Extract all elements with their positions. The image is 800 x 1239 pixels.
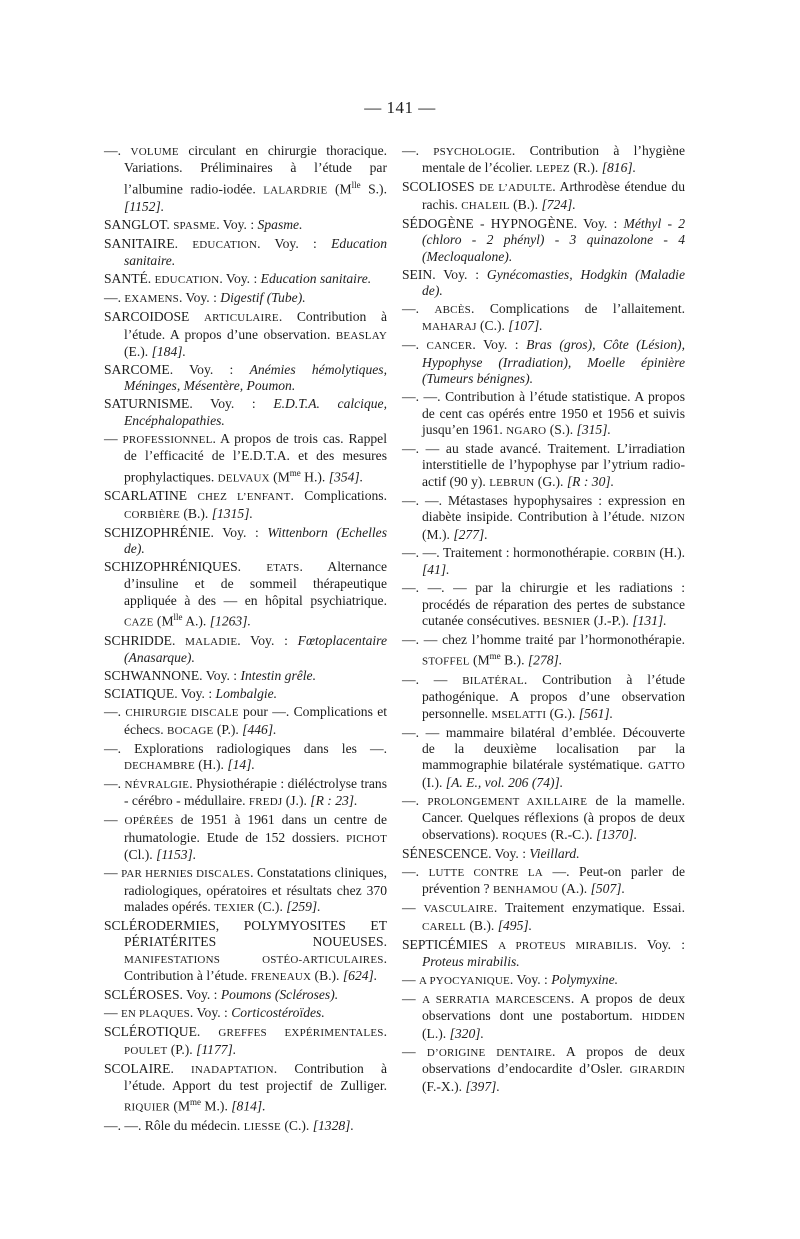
entry-reference: Education sanitaire. <box>260 271 372 287</box>
index-entry <box>104 271 387 288</box>
entry-text: (M.). <box>422 526 454 542</box>
entry-smallcaps-term: DE L’ADULTE <box>479 182 553 195</box>
entry-reference: Corticostéroïdes. <box>231 1005 325 1021</box>
entry-text: . Physiothérapie : diéléctrolyse trans - cérébro - médullaire. <box>124 775 388 809</box>
entry-text: — <box>402 900 424 916</box>
page-number: — 141 — <box>364 98 436 117</box>
entry-smallcaps-term: PROLONGEMENT AXILLAIRE <box>427 795 588 808</box>
entry-text: . Contribution à l’hygiène mentale de l’écolier. <box>422 143 685 176</box>
entry-reference: Lombalgie. <box>215 686 278 702</box>
entry-smallcaps-term: LEPEZ <box>535 163 570 176</box>
entry-text: —. <box>104 704 126 720</box>
entry-text: S.). <box>360 181 387 197</box>
entry-text: —. Explorations radiologiques dans les —. <box>104 740 387 756</box>
entry-smallcaps-term: PSYCHOLOGIE <box>433 146 512 158</box>
entry-text: . Voy. : <box>189 1005 232 1021</box>
entry-text: — <box>402 1043 427 1059</box>
index-entry <box>104 987 387 1003</box>
entry-text: —. Peut-on parler de prévention ? <box>422 863 686 897</box>
entry-text: (R.-C.). <box>547 826 596 842</box>
entry-smallcaps-term: VOLUME <box>130 146 179 158</box>
entry-text: SANTÉ. <box>104 271 155 287</box>
entry-smallcaps-term: POULET <box>124 1044 168 1057</box>
entry-text: A.). <box>182 613 210 629</box>
entry-smallcaps-term: DELVAUX <box>217 472 270 485</box>
entry-text: SCOLAIRE. <box>104 1060 191 1076</box>
entry-reference: Wittenborn (Echelles de). <box>124 524 387 556</box>
entry-text: . Voy. : <box>219 271 261 287</box>
entry-smallcaps-term: NÉVRALGIE <box>124 778 190 791</box>
entry-text: (M <box>327 181 352 197</box>
entry-text: (B.). <box>180 505 212 521</box>
entry-smallcaps-term: PAR HERNIES DISCALES <box>121 868 251 881</box>
entry-text: . <box>383 1024 387 1040</box>
index-entry <box>104 1061 387 1117</box>
entry-reference: Digestif (Tube). <box>220 290 306 306</box>
entry-reference: Fœtoplacentaire (Anasarque). <box>124 632 387 666</box>
entry-text: (J.-P.). <box>590 612 633 628</box>
entry-reference: Polymyxine. <box>551 971 619 987</box>
index-entry <box>104 1118 387 1135</box>
entry-text: . Voy. : <box>257 235 332 251</box>
entry-text: . A propos de trois cas. Rappel de l’efficacité de l’E.D.T.A. et des mesures prophylactiques. <box>124 430 387 485</box>
entry-smallcaps-term: BEASLAY <box>335 329 387 342</box>
index-entry <box>402 337 685 387</box>
entry-text: lle <box>173 612 183 623</box>
entry-text: . Alternance d’insuline et de sommeil thérapeutique appliquée à des — en hôpital psychiatrique. <box>124 558 387 608</box>
entry-text: SCHRIDDE. <box>104 632 186 648</box>
entry-text: (M <box>153 613 174 629</box>
entry-text: SARCOME. Voy. : <box>104 361 250 377</box>
entry-smallcaps-term: EXAMENS <box>124 293 179 306</box>
entry-reference: [315]. <box>576 422 611 438</box>
index-entry <box>104 686 387 702</box>
entry-text: . Voy. : <box>633 936 685 952</box>
entry-text: (Cl.). <box>124 847 157 863</box>
entry-reference: [A. E., vol. 206 (74)]. <box>445 774 564 790</box>
entry-smallcaps-term: MSELATTI <box>491 708 547 721</box>
index-entry <box>402 441 685 491</box>
entry-text: SEPTICÉMIES <box>402 936 499 952</box>
entry-reference: [354]. <box>328 469 364 485</box>
entry-text: me <box>190 1097 202 1108</box>
entry-smallcaps-term: NIZON <box>649 512 685 525</box>
entry-smallcaps-term: LEBRUN <box>489 476 535 489</box>
entry-reference: [R : 30]. <box>566 473 615 489</box>
entry-text: (S.). <box>546 422 577 438</box>
entry-text: SCHIZOPHRÉNIE. Voy. : <box>104 524 268 540</box>
entry-reference: [816]. <box>601 160 637 176</box>
entry-reference: Vieillard. <box>529 845 580 861</box>
entry-smallcaps-term: EDUCATION <box>192 238 258 251</box>
entry-text: . Contribution à l’étude. Apport du test projectif de Zulliger. <box>124 1060 387 1093</box>
entry-text: me <box>289 467 301 478</box>
entry-reference: [1315]. <box>211 505 253 521</box>
entry-text: SCOLIOSES <box>402 179 480 195</box>
entry-text: . Contribution à l’étude. A propos d’une observation. <box>124 309 387 342</box>
index-entry <box>104 1005 387 1022</box>
entry-smallcaps-term: BILATÉRAL <box>462 674 524 687</box>
entry-text: SCARLATINE <box>104 488 198 504</box>
entry-text: SCIATIQUE. Voy. : <box>104 686 216 702</box>
index-entry <box>104 633 387 667</box>
index-entry <box>104 309 387 360</box>
entry-text: . Traitement enzymatique. Essai. <box>493 900 685 916</box>
entry-reference: E.D.T.A. calcique, Encéphalopathies. <box>124 396 387 428</box>
index-entry <box>104 668 387 684</box>
index-entry <box>104 362 387 395</box>
entry-smallcaps-term: FREDJ <box>248 796 283 809</box>
entry-reference: [397]. <box>465 1078 500 1094</box>
index-entry <box>402 179 685 214</box>
entry-smallcaps-term: FRENEAUX <box>250 971 312 984</box>
entry-smallcaps-term: BOCAGE <box>167 724 214 737</box>
index-entry <box>402 301 685 336</box>
entry-text: M.). <box>201 1098 232 1114</box>
entry-smallcaps-term: GREFFES EXPÉRIMENTALES <box>218 1027 384 1040</box>
entry-text: (C.). <box>476 318 509 334</box>
entry-smallcaps-term: HIDDEN <box>641 1011 685 1024</box>
entry-smallcaps-term: MAHARAJ <box>422 321 477 334</box>
entry-text: SCLÉROSES. Voy. : <box>104 987 221 1003</box>
entry-text: circulant en chirurgie thoracique. Variations. Préliminaires à l’étude par l’albumine radio-iodée. <box>124 143 387 197</box>
entry-smallcaps-term: BENHAMOU <box>492 884 559 897</box>
entry-text: . Constatations cliniques, radiologiques, opératoires et résultats chez 370 malades opérés. <box>124 865 387 914</box>
entry-reference: [278]. <box>527 652 563 668</box>
entry-text: (M <box>469 652 490 668</box>
entry-text: . Voy. : <box>216 216 258 232</box>
entry-smallcaps-term: CARELL <box>422 920 466 933</box>
entry-text: —. —. Rôle du médecin. <box>104 1117 244 1133</box>
entry-smallcaps-term: CORBIÈRE <box>124 508 180 521</box>
entry-text: . Voy. : <box>237 632 298 648</box>
index-entry <box>104 143 387 215</box>
entry-text: (H.). <box>194 756 228 772</box>
entry-smallcaps-term: ETATS <box>266 561 300 574</box>
entry-text: SCLÉROTIQUE. <box>104 1024 219 1040</box>
entry-text: — <box>104 1005 121 1021</box>
entry-smallcaps-term: NGARO <box>506 425 547 438</box>
index-entry <box>402 632 685 670</box>
entry-smallcaps-term: RIQUIER <box>124 1101 171 1114</box>
entry-text: — <box>104 865 122 881</box>
entry-reference: [259]. <box>286 898 321 914</box>
entry-smallcaps-term: CHIRURGIE DISCALE <box>125 707 239 720</box>
entry-reference: [14]. <box>227 756 255 772</box>
index-entry <box>104 217 387 234</box>
index-entry <box>104 290 387 307</box>
entry-text: . Contribution à l’étude. <box>124 950 387 984</box>
entry-text: — <box>402 971 419 987</box>
entry-smallcaps-term: GIRARDIN <box>629 1064 685 1077</box>
index-entry <box>402 216 685 265</box>
entry-smallcaps-term: VASCULAIRE <box>423 903 494 916</box>
entry-text: —. <box>402 792 428 808</box>
entry-text: —. <box>402 337 427 353</box>
index-entry <box>402 972 685 989</box>
entry-reference: [1263]. <box>209 613 251 629</box>
entry-text: (M <box>170 1098 191 1114</box>
entry-text: . Arthrodèse étendue du rachis. <box>422 179 685 212</box>
entry-reference: Gynécomasties, Hodgkin (Maladie de). <box>422 266 685 299</box>
entry-text: (G.). <box>534 473 567 489</box>
entry-smallcaps-term: PICHOT <box>346 832 387 845</box>
index-entry <box>104 865 387 916</box>
entry-smallcaps-term: LUTTE CONTRE LA <box>428 866 543 879</box>
index-entry <box>402 937 685 971</box>
entry-text: . Contribution à l’étude pathogénique. A propos d’une observation personnelle. <box>422 671 685 721</box>
entry-text: —. <box>402 863 429 879</box>
entry-text: —. —. Métastases hypophysaires : expression en diabète insipide. Contribution à l’étude. <box>402 492 685 525</box>
entry-text: (P.). <box>213 721 243 737</box>
entry-smallcaps-term: GATTO <box>648 760 685 773</box>
entry-reference: [1152]. <box>124 198 165 214</box>
entry-reference: Education sanitaire. <box>124 235 387 269</box>
entry-text: . Voy. : <box>509 971 552 987</box>
entry-smallcaps-term: D’ORIGINE DENTAIRE <box>426 1046 552 1059</box>
entry-smallcaps-term: INADAPTATION <box>191 1063 274 1076</box>
index-entry <box>402 846 685 862</box>
entry-text: SÉNESCENCE. Voy. : <box>402 845 530 861</box>
entry-text: me <box>489 651 501 662</box>
index-entry <box>402 267 685 300</box>
entry-text: B.). <box>500 652 528 668</box>
entry-text: SÉDOGÈNE - HYPNOGÈNE. Voy. : <box>402 215 624 231</box>
entry-text: . Voy. : <box>472 337 527 353</box>
entry-text: SANGLOT. <box>104 216 174 232</box>
entry-text: . A propos de deux observations d’endocardite d’Osler. <box>422 1043 685 1077</box>
index-entry <box>104 812 387 863</box>
entry-text: (E.). <box>124 343 152 359</box>
index-column-left <box>104 143 387 1137</box>
entry-smallcaps-term: STOFFEL <box>422 655 470 668</box>
entry-reference: Intestin grêle. <box>240 668 316 684</box>
entry-text: (H.). <box>655 544 685 560</box>
entry-text: (J.). <box>282 793 311 809</box>
entry-text: SARCOIDOSE <box>104 309 204 325</box>
index-entry <box>402 580 685 630</box>
entry-text: (L.). <box>422 1025 450 1041</box>
entry-text: (B.). <box>509 196 542 212</box>
entry-text: . Complications de l’allaitement. <box>470 301 686 317</box>
index-entry <box>104 488 387 523</box>
entry-reference: [184]. <box>151 343 186 359</box>
entry-text: (B.). <box>311 968 343 984</box>
entry-reference: [446]. <box>242 721 277 737</box>
entry-reference: Méthyl - 2 (chloro - 2 phényl) - 3 quinazolone - 4 (Mecloqualone). <box>422 215 685 264</box>
entry-text: —. —. Traitement : hormonothérapie. <box>402 544 613 560</box>
entry-reference: [1328]. <box>312 1117 354 1133</box>
index-entry <box>104 559 387 631</box>
entry-reference: Spasme. <box>257 216 303 232</box>
entry-text: —. <box>104 143 131 158</box>
entry-text: . Complications. <box>290 488 387 504</box>
index-entry <box>104 525 387 558</box>
entry-smallcaps-term: MANIFESTATIONS OSTÉO-ARTICULAIRES <box>124 953 384 966</box>
entry-text: — <box>104 812 125 828</box>
index-entry <box>104 741 387 775</box>
entry-text: SCHWANNONE. Voy. : <box>104 668 241 684</box>
entry-smallcaps-term: CORBIN <box>612 547 656 560</box>
index-entry <box>402 143 685 178</box>
index-entry <box>402 793 685 844</box>
entry-text: de la mamelle. Cancer. Quelques réflexions (à propos de deux observations). <box>422 792 685 842</box>
entry-smallcaps-term: LALARDRIE <box>263 184 328 197</box>
entry-text: pour —. Complications et échecs. <box>124 704 388 737</box>
index-entry <box>104 918 387 986</box>
entry-text: —. <box>104 290 125 306</box>
entry-smallcaps-term: CHALEIL <box>461 199 510 212</box>
entry-reference: [495]. <box>497 917 533 933</box>
index-entry <box>402 864 685 899</box>
entry-text: SANITAIRE. <box>104 235 193 251</box>
entry-text: —. <box>402 143 434 158</box>
entry-text: —. <box>104 775 125 791</box>
entry-reference: Poumons (Scléroses). <box>220 987 339 1003</box>
index-entry <box>402 493 685 543</box>
entry-smallcaps-term: CAZE <box>124 616 154 629</box>
index-entry <box>104 396 387 429</box>
entry-reference: [277]. <box>453 526 488 542</box>
entry-text: de 1951 à 1961 dans un centre de rhumatologie. Etude de 152 dossiers. <box>124 812 387 845</box>
entry-reference: Anémies hémolytiques, Méninges, Mésentère, Poumon. <box>124 361 387 394</box>
entry-text: — <box>402 990 423 1006</box>
entry-smallcaps-term: EDUCATION <box>154 274 220 287</box>
index-entry <box>104 1024 387 1059</box>
entry-text: —. — chez l’homme traité par l’hormonothérapie. <box>402 631 685 647</box>
entry-smallcaps-term: LIESSE <box>243 1120 281 1133</box>
entry-text: (I.). <box>422 774 446 790</box>
entry-text: (G.). <box>546 705 579 721</box>
entry-text: —. — <box>402 671 463 687</box>
entry-text: SCHIZOPHRÉNIQUES. <box>104 558 267 574</box>
entry-text: (P.). <box>167 1041 197 1057</box>
entry-smallcaps-term: TEXIER <box>214 901 255 914</box>
entry-text: . A propos de deux observations dont une postabortum. <box>422 990 685 1024</box>
entry-reference: Bras (gros), Côte (Lésion), Hypophyse (Irradiation), Moelle épinière (Tumeurs bénignes). <box>422 337 685 387</box>
entry-reference: [561]. <box>578 705 614 721</box>
entry-smallcaps-term: CHEZ L’ENFANT <box>197 491 291 504</box>
index-entry <box>402 1044 685 1095</box>
entry-text: SEIN. Voy. : <box>402 266 487 282</box>
entry-text: . Voy. : <box>178 290 221 306</box>
entry-reference: [R : 23]. <box>310 793 358 809</box>
entry-smallcaps-term: DECHAMBRE <box>124 759 195 772</box>
entry-text: —. — au stade avancé. Traitement. L’irradiation interstitielle de l’hypophyse par l’ytrium radio-actif (90 y). <box>402 441 685 489</box>
entry-smallcaps-term: ABCÈS <box>434 304 471 317</box>
index-entry <box>402 672 685 723</box>
entry-reference: [107]. <box>508 318 543 334</box>
entry-text: — <box>104 430 123 446</box>
entry-smallcaps-term: SPASME <box>173 219 217 232</box>
entry-reference: [507]. <box>590 881 625 897</box>
entry-reference: [1370]. <box>595 826 638 842</box>
entry-smallcaps-term: A SERRATIA MARCESCENS <box>422 993 571 1006</box>
entry-smallcaps-term: EN PLAQUES <box>121 1008 190 1021</box>
entry-reference: [1153]. <box>156 847 197 863</box>
entry-text: H.). <box>300 469 329 485</box>
index-entry <box>402 545 685 579</box>
entry-smallcaps-term: MALADIE <box>185 635 238 648</box>
entry-text: —. — mammaire bilatéral d’emblée. Découverte de la deuxième localisation par la mammographie bilatérale systématique. <box>402 724 685 773</box>
entry-reference: [814]. <box>231 1098 266 1114</box>
entry-reference: Proteus mirabilis. <box>422 953 520 969</box>
entry-text: (C.). <box>280 1117 313 1133</box>
entry-reference: [624]. <box>342 968 378 984</box>
index-entry <box>402 991 685 1042</box>
entry-reference: [131]. <box>632 612 667 628</box>
entry-text: —. —. Contribution à l’étude statistique. A propos de cent cas opérés entre 1950 et 1956 et suivis jusqu’en 1961. <box>402 389 685 438</box>
entry-text: (M <box>269 469 290 485</box>
entry-reference: [41]. <box>422 562 450 578</box>
entry-smallcaps-term: PROFESSIONNEL <box>122 433 213 446</box>
index-entry <box>402 900 685 935</box>
index-entry <box>104 776 387 811</box>
entry-text: SATURNISME. Voy. : <box>104 396 274 412</box>
index-entry <box>104 704 387 739</box>
index-column-right <box>402 143 685 1097</box>
index-entry <box>104 431 387 487</box>
entry-text: (F.-X.). <box>422 1078 466 1094</box>
entry-text: (B.). <box>465 917 498 933</box>
index-entry <box>104 236 387 270</box>
entry-smallcaps-term: ROQUES <box>502 829 548 842</box>
entry-smallcaps-term: CANCER <box>426 340 473 353</box>
entry-smallcaps-term: A PYOCYANIQUE <box>419 974 510 987</box>
index-entry <box>402 389 685 439</box>
entry-reference: [724]. <box>541 196 576 212</box>
entry-text: (A.). <box>558 881 591 897</box>
entry-text: —. —. — par la chirurgie et les radiations : procédés de réparation des pertes de substance cutanée consécutives. <box>402 580 685 628</box>
index-entry <box>402 725 685 792</box>
entry-text: (C.). <box>254 898 287 914</box>
entry-reference: [320]. <box>449 1025 484 1041</box>
entry-smallcaps-term: ARTICULAIRE <box>203 312 279 325</box>
entry-text: (R.). <box>569 160 602 176</box>
entry-smallcaps-term: BESNIER <box>543 615 591 628</box>
entry-text: lle <box>351 179 361 190</box>
entry-reference: [1177]. <box>196 1041 237 1057</box>
entry-smallcaps-term: A PROTEUS MIRABILIS <box>498 939 634 952</box>
entry-text: —. <box>402 301 435 317</box>
entry-text: SCLÉRODERMIES, POLYMYOSITES ET PÉRIATÉRITES NOUEUSES. <box>104 917 387 950</box>
entry-smallcaps-term: OPÉRÉES <box>124 815 174 828</box>
